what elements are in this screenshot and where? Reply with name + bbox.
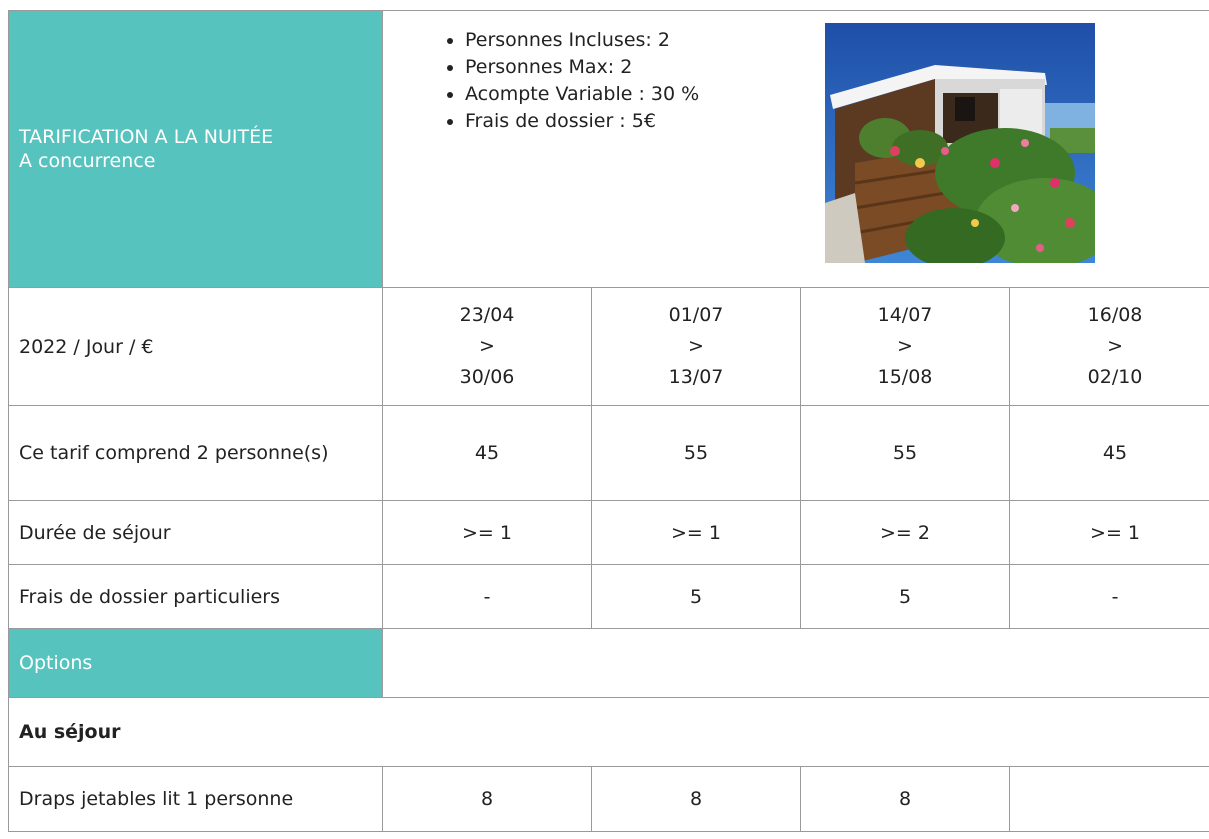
section-row [9,698,1209,767]
period-cell [592,288,801,406]
period-separator: > [1107,335,1123,357]
chalet-photo [825,23,1095,263]
row-label: Durée de séjour [9,501,383,565]
tarification-subtitle: A concurrence [19,150,156,172]
period-end: 02/10 [1087,366,1143,388]
table-row-fees [9,565,1209,629]
table-cell: 45 [383,406,592,501]
chalet-photo-icon [825,23,1095,263]
table-cell: 8 [383,767,592,832]
table-cell: 8 [801,767,1010,832]
table-cell: - [383,565,592,629]
tarification-title: TARIFICATION A LA NUITÉE [19,126,274,148]
period-end: 30/06 [459,366,515,388]
row-label: Ce tarif comprend 2 personne(s) [9,406,383,501]
options-label: Options [9,629,383,698]
info-item-persons-max: • Personnes Max: 2 [465,54,1209,81]
tarif-table [8,10,1209,832]
period-cell [383,288,592,406]
table-cell [1010,767,1209,832]
table-cell: >= 1 [592,501,801,565]
info-cell [383,11,1209,288]
table-cell: 45 [1010,406,1209,501]
table-cell: 55 [592,406,801,501]
row-label: Draps jetables lit 1 personne [9,767,383,832]
options-empty-cell [383,629,1209,698]
info-item-deposit: • Acompte Variable : 30 % [465,81,1209,108]
period-end: 15/08 [877,366,933,388]
table-row-option [9,767,1209,832]
period-separator: > [897,335,913,357]
period-start: 16/08 [1087,304,1143,326]
info-item-fees: • Frais de dossier : 5€ [465,108,1209,135]
header-row [9,11,1209,288]
period-start: 14/07 [877,304,933,326]
dates-row [9,288,1209,406]
tarification-title-cell [9,11,383,288]
dates-label: 2022 / Jour / € [9,288,383,406]
period-separator: > [479,335,495,357]
table-cell: >= 1 [383,501,592,565]
table-cell: 5 [592,565,801,629]
table-row-price [9,406,1209,501]
period-cell [801,288,1010,406]
period-start: 01/07 [668,304,724,326]
period-separator: > [688,335,704,357]
section-label: Au séjour [9,698,1209,767]
options-row [9,629,1209,698]
period-end: 13/07 [668,366,724,388]
table-cell: - [1010,565,1209,629]
period-cell [1010,288,1209,406]
table-cell: 8 [592,767,801,832]
table-cell: 5 [801,565,1010,629]
table-cell: 55 [801,406,1010,501]
table-cell: >= 1 [1010,501,1209,565]
row-label: Frais de dossier particuliers [9,565,383,629]
table-row-duration [9,501,1209,565]
period-start: 23/04 [459,304,515,326]
info-item-persons-included: • Personnes Incluses: 2 [465,27,1209,54]
table-cell: >= 2 [801,501,1010,565]
